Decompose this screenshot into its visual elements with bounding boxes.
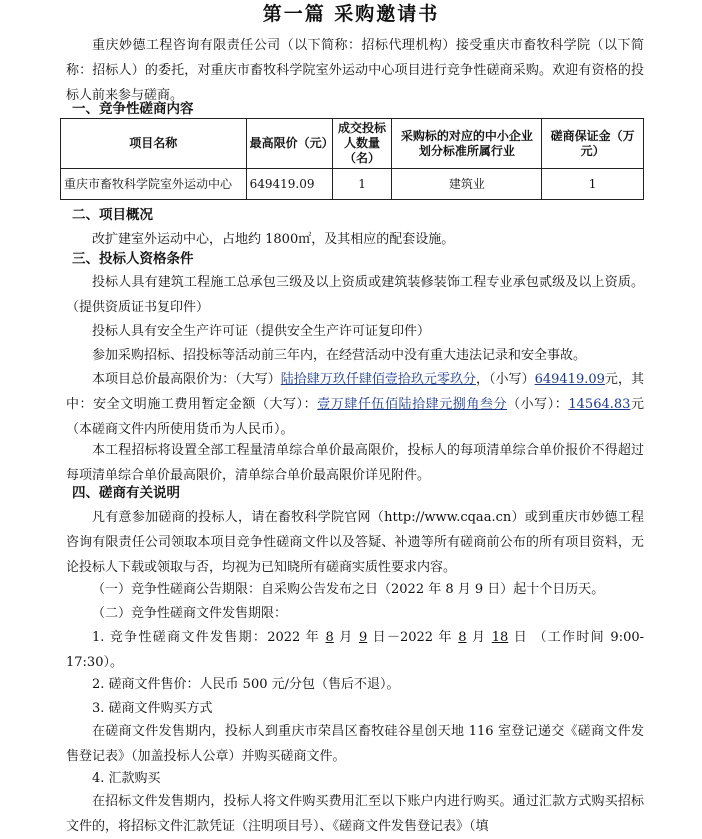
col-header-project-name: 项目名称 xyxy=(61,119,247,169)
cell-bidder-count: 1 xyxy=(332,169,392,200)
sale-text-e: 日 （工作时间 9:00-17:30）。 xyxy=(66,630,645,670)
col-header-deposit: 磋商保证金（万元） xyxy=(542,119,644,169)
sale-text-c: 日－2022 年 xyxy=(367,630,459,645)
sale-end-month: 8 xyxy=(458,630,467,645)
max-price-text-e: 元（本磋商文件内所使用货币为人民币）。 xyxy=(66,397,644,437)
section-heading-4: 四、磋商有关说明 xyxy=(72,485,180,501)
max-price-figure: 649419.09 xyxy=(534,372,605,387)
procurement-table xyxy=(60,118,644,200)
sale-text-b: 月 xyxy=(333,630,359,645)
qualification-paragraph-2: 投标人具有安全生产许可证（提供安全生产许可证复印件） xyxy=(92,324,431,339)
safety-fee-words: 壹万肆仟伍佰陆拾肆元捌角叁分 xyxy=(317,397,508,412)
unit-price-paragraph: 本工程招标将设置全部工程量清单综合单价最高限价，投标人的每项清单综合单价报价不得超过每项清单综合单价最高限价，清单综合单价最高限价详见附件。 xyxy=(66,443,644,483)
sale-start-month: 8 xyxy=(325,630,334,645)
notes-paragraph-1: 凡有意参加磋商的投标人，请在畜牧科学院官网（http://www.cqaa.cn）或到重庆市妙德工程咨询有限责任公司领取本项目竞争性磋商文件以及答疑、补遗等所有磋商前公布的所有项目资料，无论投标人下载或领取与否，均视为已知晓所有磋商实质性要求内容。 xyxy=(66,510,644,575)
remittance-heading: 4. 汇款购买 xyxy=(92,771,161,786)
cell-max-price: 649419.09 xyxy=(246,169,332,200)
col-header-industry: 采购标的对应的中小企业划分标准所属行业 xyxy=(392,119,542,169)
section-heading-3: 三、投标人资格条件 xyxy=(72,251,194,267)
safety-fee-figure: 14564.83 xyxy=(568,397,631,412)
overview-paragraph: 改扩建室外运动中心，占地约 1800㎡，及其相应的配套设施。 xyxy=(92,232,455,247)
announcement-period: （一）竞争性磋商公告期限：自采购公告发布之日（2022 年 8 月 9 日）起十个日历天。 xyxy=(92,582,605,597)
purchase-method-paragraph: 在磋商文件发售期内，投标人到重庆市荣昌区畜牧硅谷星创天地 116 室登记递交《磋商文件发售登记表》（加盖投标人公章）并购买磋商文件。 xyxy=(66,724,644,764)
max-price-paragraph xyxy=(66,367,644,442)
max-price-text-d: （小写）： xyxy=(507,397,569,412)
cell-project-name: 重庆市畜牧科学院室外运动中心 xyxy=(61,169,247,200)
max-price-text-b: ，（小写） xyxy=(476,372,535,387)
remittance-paragraph: 在招标文件发售期内，投标人将文件购买费用汇至以下账户内进行购买。通过汇款方式购买招标文件的，将招标文件汇款凭证（注明项目号）、《磋商文件发售登记表》（填 xyxy=(66,794,644,834)
intro-paragraph: 重庆妙德工程咨询有限责任公司（以下简称：招标代理机构）接受重庆市畜牧科学院（以下简称：招标人）的委托，对重庆市畜牧科学院室外运动中心项目进行竞争性磋商采购。欢迎有资格的投标人前来参与磋商。 xyxy=(66,38,644,103)
sale-text-d: 月 xyxy=(466,630,492,645)
section-heading-2: 二、项目概况 xyxy=(72,207,153,223)
sale-period-dates xyxy=(66,625,644,675)
col-header-bidder-count: 成交投标人数量（名） xyxy=(332,119,392,169)
document-price: 2. 磋商文件售价：人民币 500 元/分包（售后不退）。 xyxy=(92,677,400,692)
sale-start-day: 9 xyxy=(358,630,368,645)
table-row xyxy=(61,169,644,200)
section-heading-1: 一、竞争性磋商内容 xyxy=(72,101,194,117)
page-title: 第一篇 采购邀请书 xyxy=(262,3,440,25)
sale-text-a: 1. 竞争性磋商文件发售期：2022 年 xyxy=(92,630,326,645)
purchase-method-heading: 3. 磋商文件购买方式 xyxy=(92,701,213,716)
max-price-words: 陆拾肆万玖仟肆佰壹拾玖元零玖分 xyxy=(280,372,476,387)
cell-deposit: 1 xyxy=(542,169,644,200)
sale-period-heading: （二）竞争性磋商文件发售期限： xyxy=(92,606,288,621)
table-header-row xyxy=(61,119,644,169)
max-price-text-a: 本项目总价最高限价为：（大写） xyxy=(92,372,281,387)
cell-industry: 建筑业 xyxy=(392,169,542,200)
sale-end-day: 18 xyxy=(491,630,509,645)
qualification-paragraph-1: 投标人具有建筑工程施工总承包三级及以上资质或建筑装修装饰工程专业承包贰级及以上资质。（提供资质证书复印件） xyxy=(66,275,644,315)
max-price-text-c: 元，其中：安全文明施工费用暂定金额（大写）： xyxy=(66,372,644,412)
qualification-paragraph-3: 参加采购招标、招投标等活动前三年内，在经营活动中没有重大违法记录和安全事故。 xyxy=(92,348,587,363)
col-header-max-price: 最高限价（元） xyxy=(246,119,332,169)
